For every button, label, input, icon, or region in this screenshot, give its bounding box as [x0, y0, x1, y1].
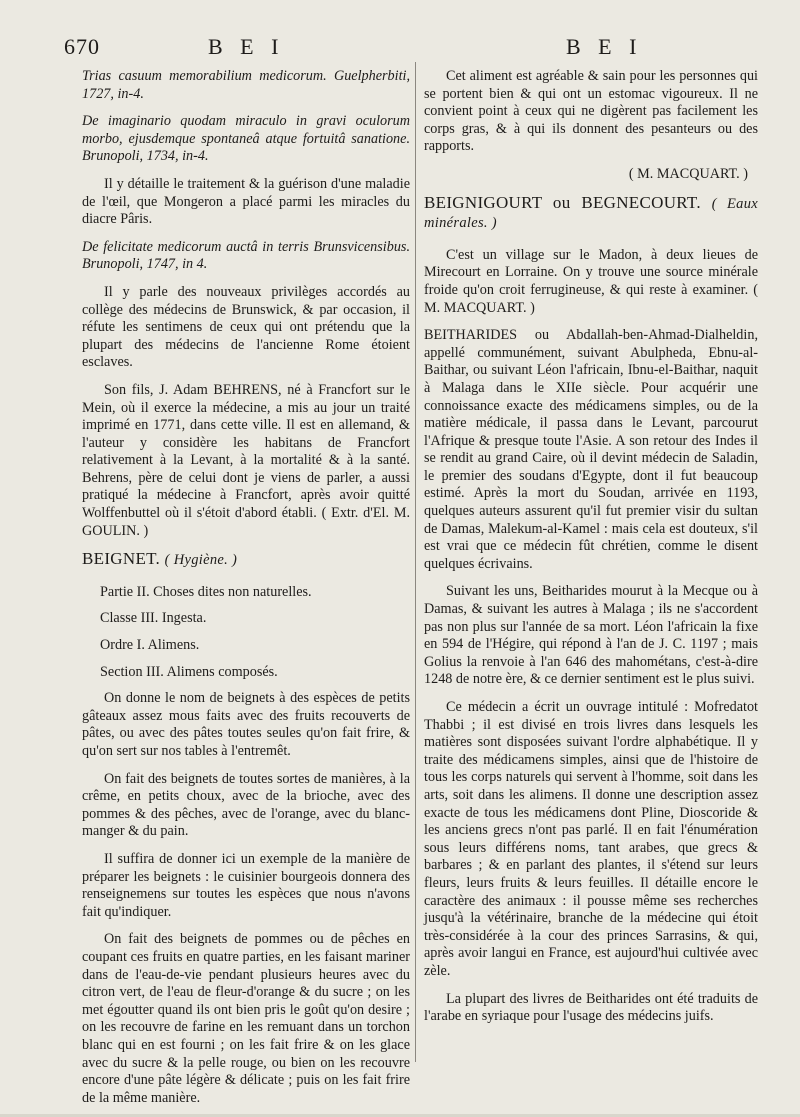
- left-column: [82, 68, 410, 1117]
- entry-subject: ( Eaux minérales. ): [424, 195, 759, 232]
- running-head-right: B E I: [566, 34, 643, 59]
- paragraph: On fait des beignets de toutes sortes de manières, à la crême, en petits choux, avec de la brioche, avec des pommes & des pêches, avec de l'orange, avec du blanc-manger & du pain.: [82, 770, 410, 840]
- classification-line: Section III. Alimens composés.: [100, 663, 278, 680]
- paragraph: Suivant les uns, Beitharides mourut à la Mecque ou à Damas, & suivant les autres à Malaga ; ils ne s'accordent pas non plus sur l'année de sa mort. Léon l'africain la fixe en 594 de l'Hégire, qui répond à l'an de J. C. 1197 ; mais Golius la renvoie à l'an 646 des mahométans, c'est-à-dire 1248 de notre ère, & ce dernier sentiment est le plus suivi.: [424, 583, 758, 688]
- classification-line: Partie II. Choses dites non naturelles.: [100, 583, 312, 600]
- bibliography-entry-3: De felicitate medicorum auctâ in terris Brunsvicensibus. Brunopoli, 1747, in 4.: [82, 238, 410, 273]
- paragraph: Son fils, J. Adam BEHRENS, né à Francfort sur le Mein, où il exerce la médecine, a mis au jour un traité imprimé en 1771, dans cette ville. Il est en allemand, & l'auteur y considère les habitans de Francfort relativement à la Levant, à la mortalité & à la santé. Behrens, père de celui dont je viens de parler, a aussi pratiqué la médecine à Francfort, après avoir quitté Wolffenbuttel où il s'étoit d'abord établi. ( Extr. d'El. M. GOULIN. ): [82, 381, 410, 539]
- right-column: [424, 68, 758, 1036]
- entry-beitharides: BEITHARIDES ou Abdallah-ben-Ahmad-Dialheldin, appellé communément, suivant Abulpheda, Ebnu-al-Baithar, ou suivant Léon l'africain, Ibnu-el-Baithar, naquit à Malaga dans le XIIe siècle. Pour acquérir une connoissance exacte des médicamens simples, ou de la matière médicale, il passa dans le Levant, parcourut l'Afrique & presque toute l'Asie. A son retour des Indes il se rendit au grand Caire, où il devint médecin de Saladin, le premier des soudans d'Egypte, dont il fut beaucoup estimé. Après la mort du Soudan, arrivée en 1193, quelques auteurs assurent qu'il fut premier visir du sultan de Damas, Malekum-al-Kamel : mais cela est douteux, s'il est vrai que ce médecin fût chrétien, comme le disent quelques écrivains.: [424, 327, 758, 572]
- entry-heading-beignet: [82, 550, 410, 570]
- page-number: 670: [64, 34, 100, 59]
- entry-title: BEIGNIGOURT ou BEGNECOURT.: [424, 192, 701, 212]
- paragraph: Il y détaille le traitement & la guérison d'une maladie de l'œil, que Mongeron a placé parmi les miracles du diacre Pâris.: [82, 175, 410, 228]
- author-signature: ( M. MACQUART. ): [628, 165, 748, 182]
- paragraph: On fait des beignets de pommes ou de pêches en coupant ces fruits en quatre parties, en les faisant mariner dans de l'eau-de-vie pendant plusieurs heures avec du citron vert, de l'eau de fleur-d'orange & du sucre ; on les met égoutter quand ils ont bien pris le goût qu'on desire ; on les recouvre de farine en les remuant dans un torchon blanc qui en est fourni ; on les fait frire & on les glace avec du sucre & la pelle rouge, ou bien on les recouvre encore d'une pâte légère & délicate ; puis on les fait frire de la même manière.: [82, 931, 410, 1106]
- classification-line: Ordre I. Alimens.: [100, 637, 200, 654]
- entry-subject: ( Hygiène. ): [164, 552, 238, 569]
- entry-title: BEIGNET.: [82, 549, 161, 569]
- running-head-left: B E I: [208, 34, 285, 59]
- column-rule: [415, 62, 416, 1062]
- page-header: [0, 34, 800, 64]
- paragraph: La plupart des livres de Beitharides ont été traduits de l'arabe en syriaque pour l'usage des médecins juifs.: [424, 990, 758, 1025]
- bibliography-entry-2: De imaginario quodam miraculo in gravi oculorum morbo, ejusdemque spontaneâ atque fortuitâ sanatione. Brunopoli, 1734, in-4.: [82, 113, 410, 165]
- paragraph: C'est un village sur le Madon, à deux lieues de Mirecourt en Lorraine. On y trouve une source minérale froide qu'on croit ferrugineuse, & qui reste à examiner. ( M. MACQUART. ): [424, 246, 758, 316]
- paragraph: On donne le nom de beignets à des espèces de petits gâteaux assez mous faits avec des fruits recouverts de pâtes, ou avec des pâtes toutes seules qu'on fait frire, & qu'on sert sur nos tables à l'entremêt.: [82, 690, 410, 759]
- paragraph: Il suffira de donner ici un exemple de la manière de préparer les beignets : le cuisinier bourgeois donnera des renseignemens sur toutes les espèces que nous n'avons fait qu'indiquer.: [82, 850, 410, 920]
- bibliography-entry-1: Trias casuum memorabilium medicorum. Guelpherbiti, 1727, in-4.: [82, 68, 410, 102]
- paragraph: Il y parle des nouveaux privilèges accordés au collège des médecins de Brunswick, & par occasion, il réfute les sentimens de ceux qui ont prétendu que la plupart des médecins de l'ancienne Rome étoient esclaves.: [82, 283, 410, 371]
- entry-heading-beignigourt: [424, 194, 758, 233]
- paragraph: Ce médecin a écrit un ouvrage intitulé : Mofredatot Thabbi ; il est divisé en trois livres dans lesquels les matières sont disposées suivant l'ordre alphabétique. Il y traite des médicamens simples, ainsi que de l'histoire de tous les corps naturels qui servent à l'homme, soit dans les arts, soit dans les alimens. Il donne une description assez exacte de tous les médicamens dont Pline, Dioscoride & les anciens grecs n'ont pas parlé. Il en fait l'énumération sous leurs différens noms, tant arabes, que grecs & barbares ; & en parlant des plantes, il s'étend sur leurs fleurs, leurs fruits & leurs feuilles. Il détaille encore le caractère des animaux : il pousse même ses recherches jusqu'à la vétérinaire, branche de la médecine qui étoit très-considérée à la cour des princes Sarrasins, & qui, après avoir langui en France, est aujourd'hui cultivée avec zèle.: [424, 699, 758, 979]
- classification-line: Classe III. Ingesta.: [100, 610, 207, 627]
- paragraph: Cet aliment est agréable & sain pour les personnes qui se portent bien & qui ont un estomac vigoureux. Il ne convient point à ceux qui ne digèrent pas facilement les corps gras, & à qui ils donnent des pesanteurs ou des rapports.: [424, 68, 758, 155]
